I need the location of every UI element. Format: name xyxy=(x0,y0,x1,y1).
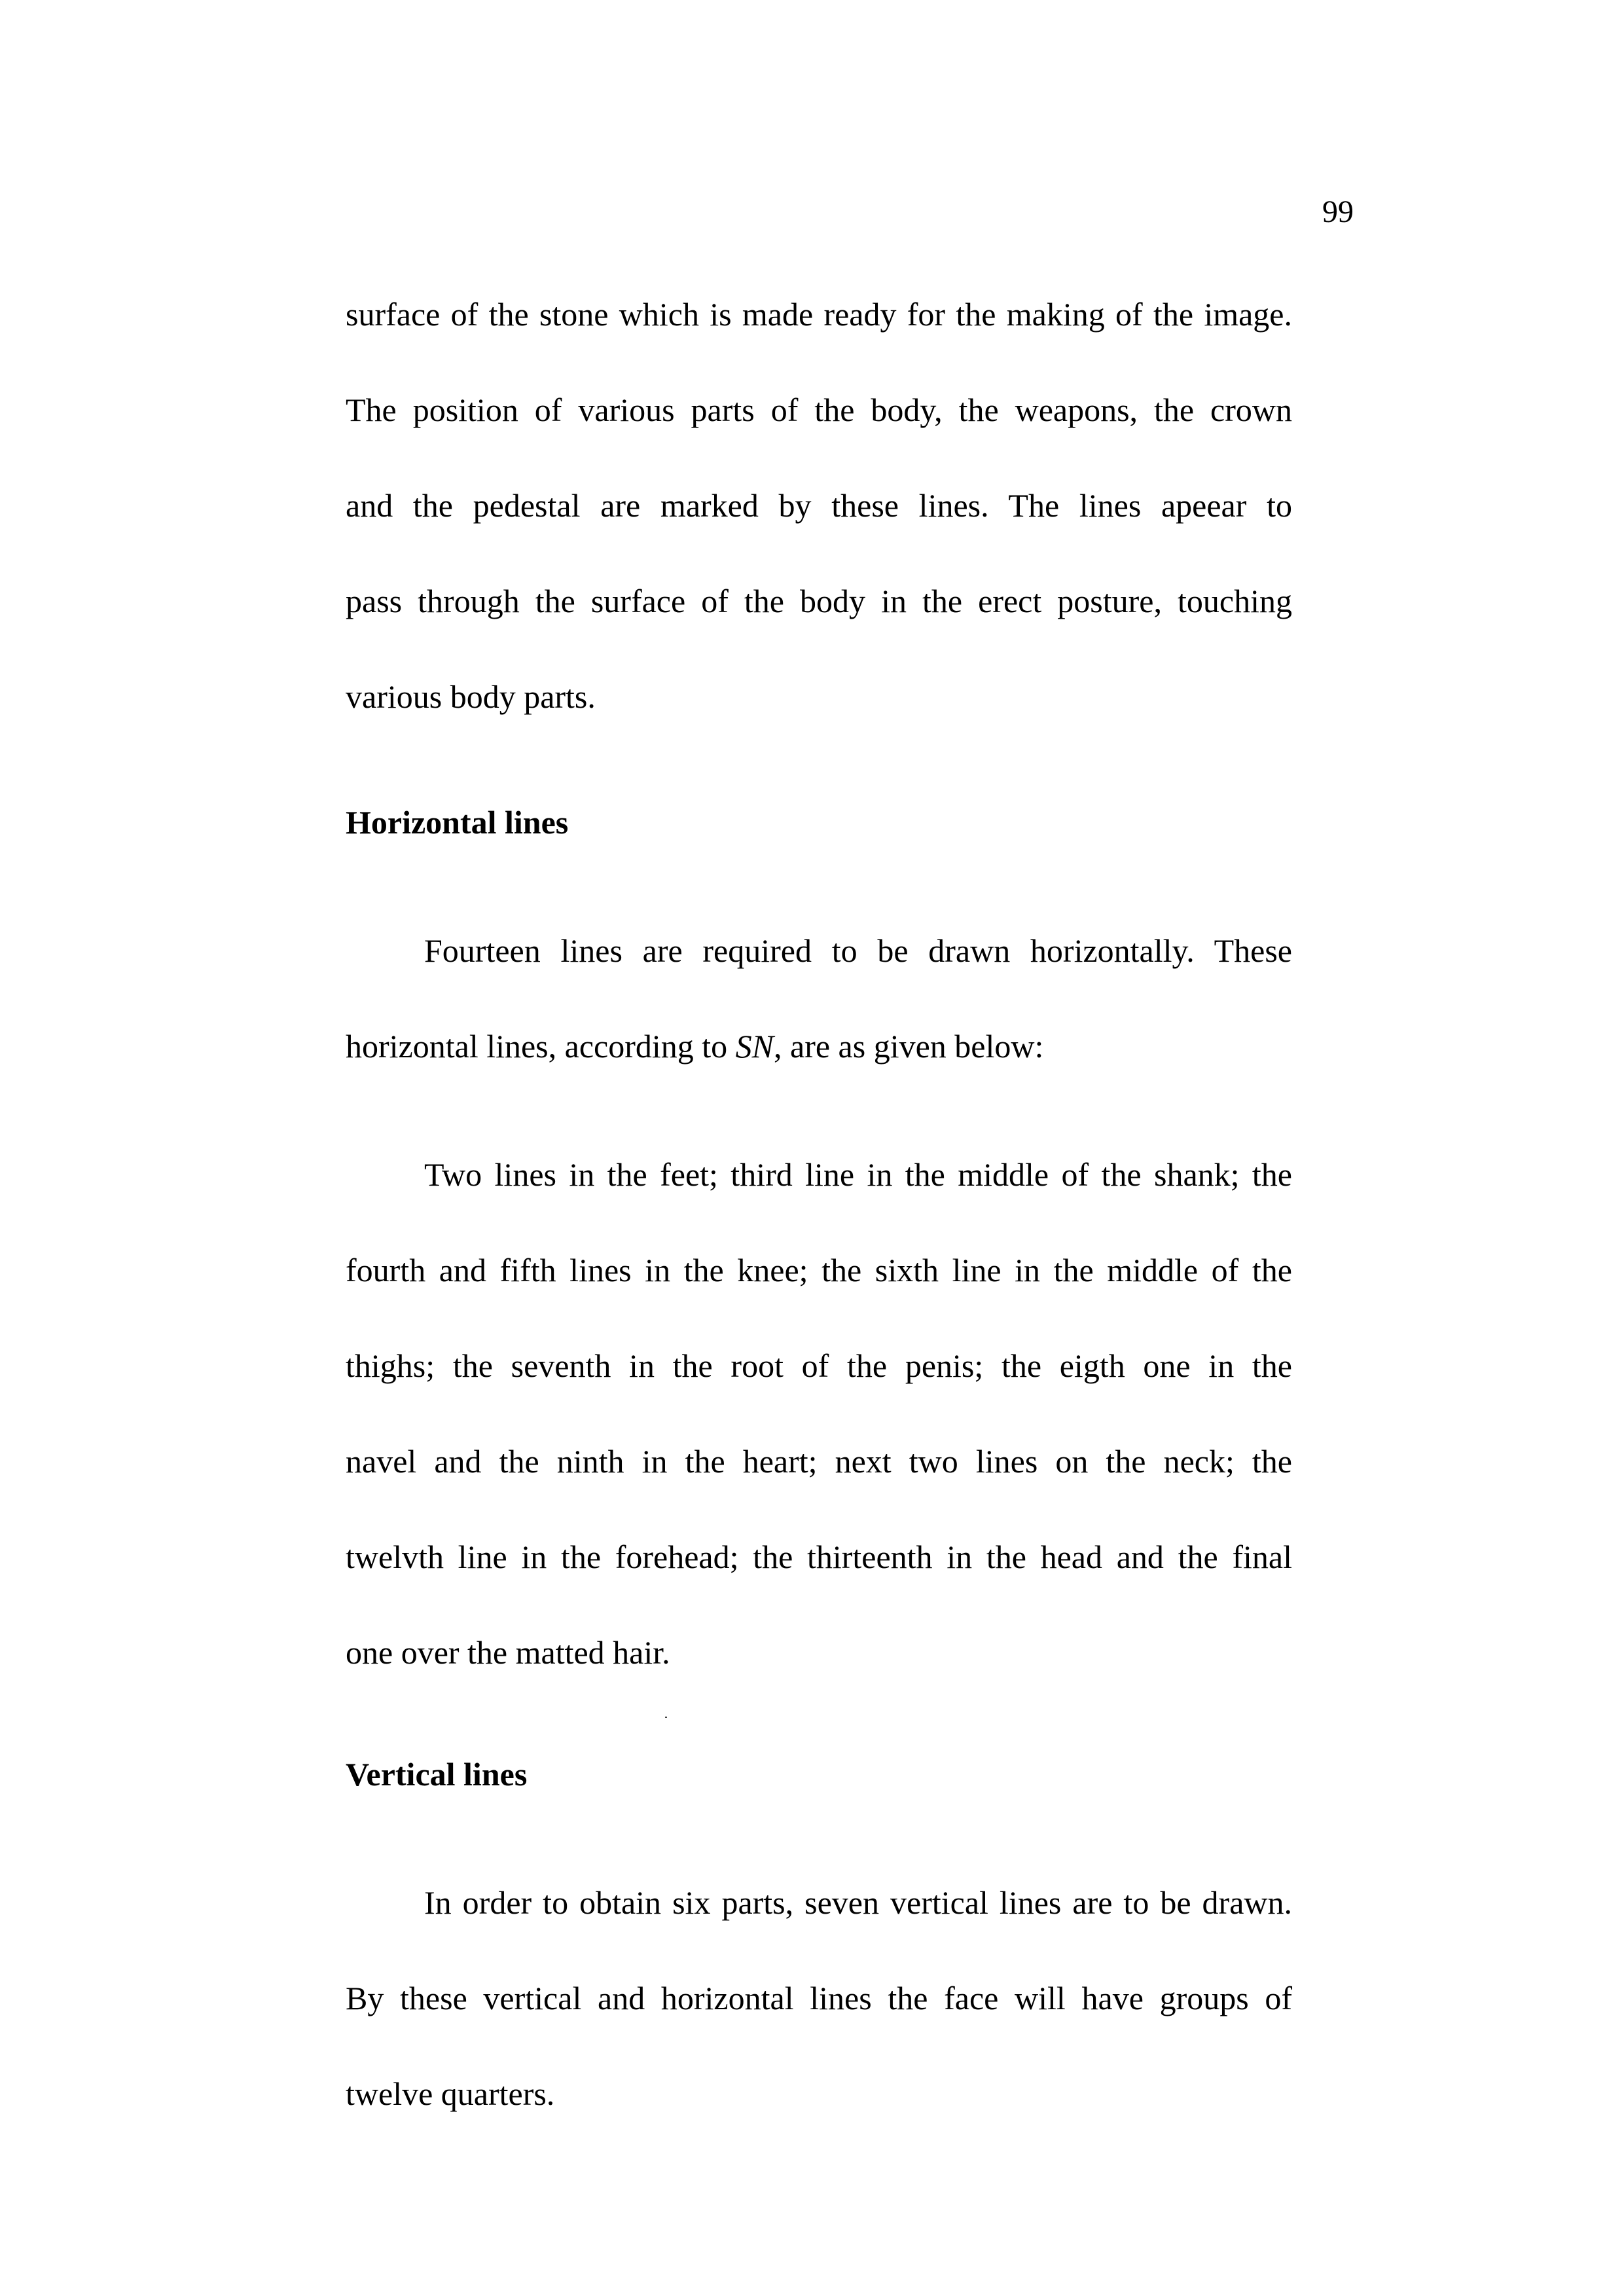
section-heading-vertical-lines: Vertical lines xyxy=(346,1756,528,1793)
paragraph-line: thighs; the seventh in the root of the penis; the eigth one in the xyxy=(346,1347,1292,1384)
paragraph-line: By these vertical and horizontal lines the face will have groups of xyxy=(346,1980,1292,2016)
paragraph-line: Fourteen lines are required to be drawn horizontally. These xyxy=(424,932,1292,969)
paragraph-line: navel and the ninth in the heart; next two lines on the neck; the xyxy=(346,1443,1292,1480)
section-heading-horizontal-lines: Horizontal lines xyxy=(346,804,569,841)
paragraph-line: The position of various parts of the body, the weapons, the crown xyxy=(346,392,1292,428)
paragraph-line: fourth and fifth lines in the knee; the sixth line in the middle of the xyxy=(346,1252,1292,1288)
text: horizontal lines, according to xyxy=(346,1028,736,1065)
paragraph-line: various body parts. xyxy=(346,678,596,715)
paragraph-line: surface of the stone which is made ready for the making of the image. xyxy=(346,296,1292,333)
paragraph-line: and the pedestal are marked by these lines. The lines apeear to xyxy=(346,487,1292,524)
speck xyxy=(665,1717,667,1718)
paragraph-line xyxy=(346,1027,1292,1066)
paragraph-line: In order to obtain six parts, seven vertical lines are to be drawn. xyxy=(424,1884,1292,1921)
abbreviation-sn: SN xyxy=(735,1028,774,1065)
text: , are as given below: xyxy=(774,1028,1044,1065)
paragraph-line: one over the matted hair. xyxy=(346,1634,670,1671)
paragraph-line: pass through the surface of the body in the erect posture, touching xyxy=(346,583,1292,619)
page-number: 99 xyxy=(1322,194,1354,229)
paragraph-line: twelve quarters. xyxy=(346,2075,555,2112)
paragraph-line: twelvth line in the forehead; the thirteenth in the head and the final xyxy=(346,1539,1292,1575)
paragraph-line: Two lines in the feet; third line in the middle of the shank; the xyxy=(424,1156,1292,1193)
